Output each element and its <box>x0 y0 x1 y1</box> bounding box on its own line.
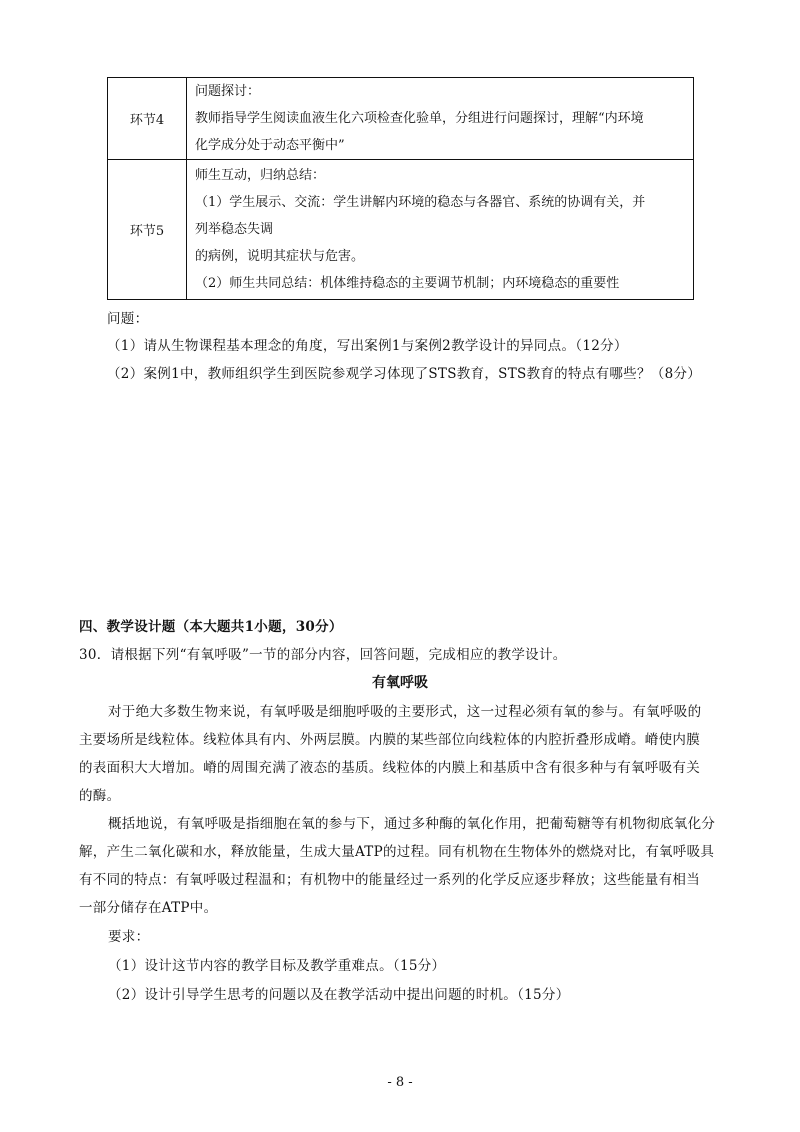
requirements-heading: 要求： <box>108 929 150 945</box>
step-line: 的病例，说明其症状与危害。 <box>195 249 365 264</box>
step-line: （2）师生共同总结：机体维持稳态的主要调节机制；内环境稳态的重要性 <box>195 276 620 291</box>
requirement-2: （2）设计引导学生思考的问题以及在教学活动中提出问题的时机。（15分） <box>108 987 570 1003</box>
passage-line: 主要场所是线粒体。线粒体具有内、外两层膜。内膜的某些部位向线粒体的内腔折叠形成嵴。嵴使内膜 <box>79 732 700 748</box>
questions-heading: 问题： <box>107 311 149 327</box>
step-label: 环节5 <box>108 160 187 300</box>
step-line: 教师指导学生阅读血液生化六项检查化验单，分组进行问题探讨，理解“内环境 <box>195 111 644 126</box>
step-content <box>187 78 694 160</box>
step-line: 列举稳态失调 <box>195 222 274 237</box>
step-content <box>187 160 694 300</box>
passage-line: 有不同的特点：有氧呼吸过程温和；有机物中的能量经过一系列的化学反应逐步释放；这些能量有相当 <box>79 872 700 888</box>
teaching-steps-table <box>107 77 694 300</box>
passage-line: 对于绝大多数生物来说，有氧呼吸是细胞呼吸的主要形式，这一过程必须有氧的参与。有氧呼吸的 <box>108 704 702 720</box>
passage-line: 一部分储存在ATP中。 <box>79 900 218 916</box>
step-line: 问题探讨： <box>195 84 261 99</box>
table-row <box>108 160 694 300</box>
passage-line: 的酶。 <box>79 788 121 804</box>
passage-line: 概括地说，有氧呼吸是指细胞在氧的参与下，通过多种酶的氧化作用，把葡萄糖等有机物彻底氧化分 <box>108 816 716 832</box>
step-line: 化学成分处于动态平衡中” <box>195 138 345 153</box>
step-label: 环节4 <box>108 78 187 160</box>
question-1: （1）请从生物课程基本理念的角度，写出案例1与案例2教学设计的异同点。（12分） <box>107 338 628 354</box>
passage-line: 的表面积大大增加。嵴的周围充满了液态的基质。线粒体的内膜上和基质中含有很多种与有氧呼吸有关 <box>79 760 700 776</box>
section-heading: 四、教学设计题（本大题共1小题，30分） <box>79 619 343 635</box>
passage-line: 解，产生二氧化碳和水，释放能量，生成大量ATP的过程。同有机物在生物体外的燃烧对比，有氧呼吸具 <box>79 844 715 860</box>
step-line: 师生互动，归纳总结： <box>195 168 326 183</box>
step-line: （1）学生展示、交流：学生讲解内环境的稳态与各器官、系统的协调有关，并 <box>195 195 646 210</box>
question-prompt: 30．请根据下列“有氧呼吸”一节的部分内容，回答问题，完成相应的教学设计。 <box>79 647 567 663</box>
table-row <box>108 78 694 160</box>
question-2: （2）案例1中，教师组织学生到医院参观学习体现了STS教育，STS教育的特点有哪些？（8分） <box>107 366 702 382</box>
requirement-1: （1）设计这节内容的教学目标及教学重难点。（15分） <box>108 958 446 974</box>
page-number: - 8 - <box>387 1075 413 1090</box>
passage-title: 有氧呼吸 <box>372 675 428 691</box>
